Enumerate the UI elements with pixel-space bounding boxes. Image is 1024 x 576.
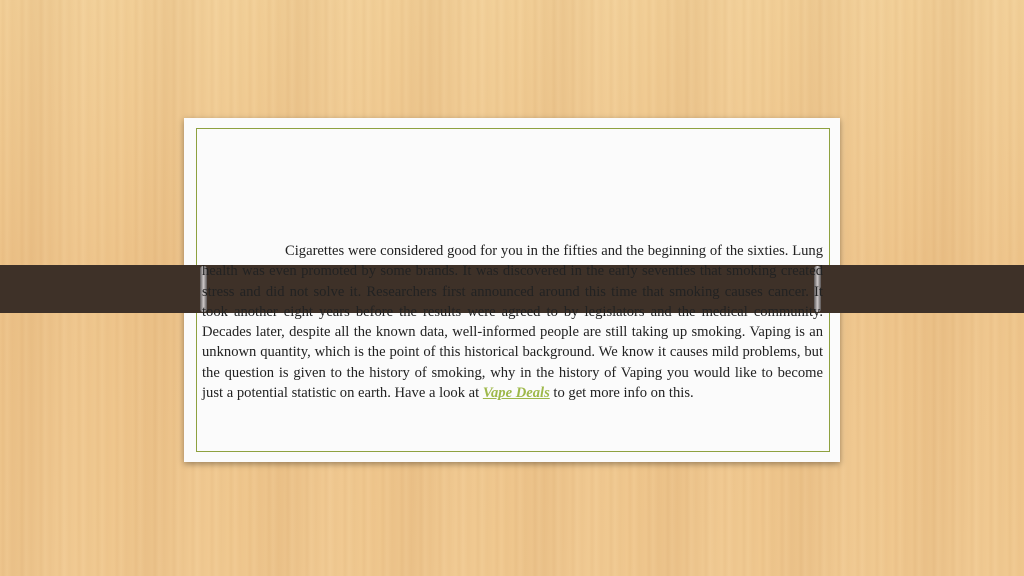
body-paragraph xyxy=(202,241,823,403)
paragraph-text: Cigarettes were considered good for you in the fifties and the beginning of the sixties. Lung health was even promoted by some brands. It was discovered in the early seventies that smoking created stress and did not solve it. Researchers first announced around this time that smoking causes cancer. It took another eight years before the results were agreed to by legislators and the medical community. Decades later, despite all the known data, well-informed people are still taking up smoking. Vaping is an unknown quantity, which is the point of this historical background. We know it causes mild problems, but the question is given to the history of smoking, why in the history of Vaping you would like to become just a potential statistic on earth. Have a look at xyxy=(202,243,823,402)
paragraph-text-end: to get more info on this. xyxy=(553,385,694,402)
vape-deals-link[interactable]: Vape Deals xyxy=(482,385,550,402)
